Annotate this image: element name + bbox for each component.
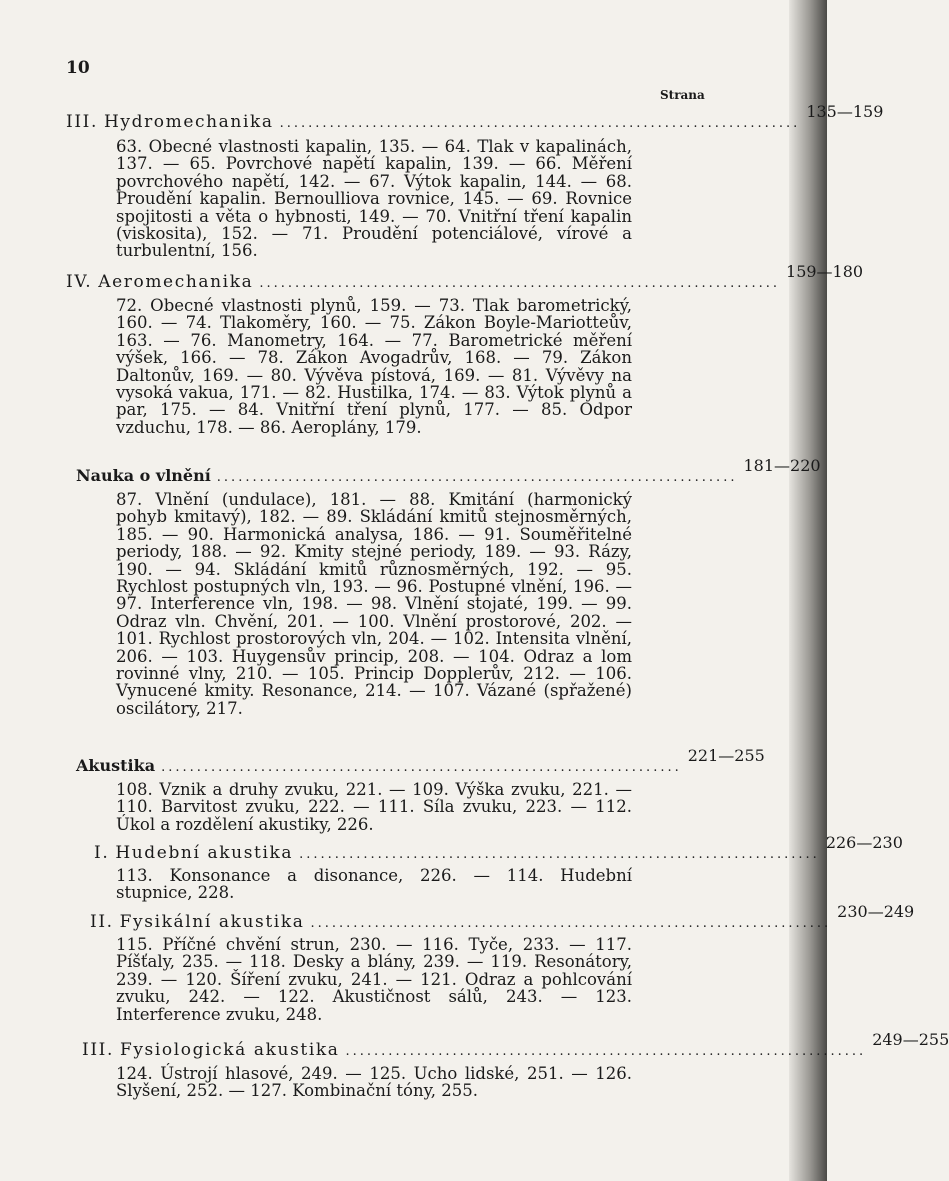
page-column-label: Strana <box>660 88 705 102</box>
toc-entry-title: IV. Aeromechanika <box>66 272 254 292</box>
toc-entry-page-range: 221—255 <box>687 746 765 765</box>
page-number: 10 <box>66 58 90 78</box>
toc-leader-dots: ......................................................................... <box>299 847 820 862</box>
toc-entry-roman: II. <box>90 912 114 932</box>
toc-entry-page-range: 226—230 <box>825 833 903 852</box>
toc-entry-page-range: 135—159 <box>806 102 884 121</box>
toc-entry-fysikalni-akustika[interactable] <box>90 902 915 932</box>
toc-entry-subsections: 108. Vznik a druhy zvuku, 221. — 109. Výška zvuku, 221. — 110. Barvitost zvuku, 222. — 111. Síla zvuku, 223. — 112. Úkol a rozdělení akustiky, 226. <box>116 780 632 834</box>
toc-entry-akustika[interactable] <box>76 746 765 775</box>
toc-entry-title: III. Hydromechanika <box>66 112 274 132</box>
toc-leader-dots: ......................................................................... <box>161 760 682 775</box>
toc-leader-dots: ......................................................................... <box>310 916 832 931</box>
toc-entry-page-range: 181—220 <box>743 456 821 475</box>
toc-entry-subsections: 115. Příčné chvění strun, 230. — 116. Tyče, 233. — 117. Píšťaly, 235. — 118. Desky a blány, 239. — 119. Resonátory, 239. — 120. Šíření zvuku, 241. — 121. Odraz a pohlcování zvuku, 242. — 122. Akustičnost sálů, 243. — 123. Interference zvuku, 248. <box>116 935 632 1024</box>
toc-entry-title: II. Fysikální akustika <box>90 912 305 932</box>
toc-leader-dots: ......................................................................... <box>279 116 801 131</box>
toc-entry-subsections: 113. Konsonance a disonance, 226. — 114. Hudební stupnice, 228. <box>116 866 632 903</box>
toc-entry-fysiologicka-akustika[interactable] <box>82 1030 949 1060</box>
toc-entry-hydromechanika[interactable] <box>66 102 884 132</box>
toc-entry-subsections: 87. Vlnění (undulace), 181. — 88. Kmitání (harmonický pohyb kmitavý), 182. — 89. Skládání kmitů stejnosměrných, 185. — 90. Harmonická analysa, 186. — 91. Souměřitelné periody, 188. — 92. Kmity stejné periody, 189. — 93. Rázy, 190. — 94. Skládání kmitů různosměrných, 192. — 95. Rychlost postupných vln, 193. — 96. Postupné vlnění, 196. — 97. Interference vln, 198. — 98. Vlnění stojaté, 199. — 99. Odraz vln. Chvění, 201. — 100. Vlnění prostorové, 202. — 101. Rychlost prostorových vln, 204. — 102. Intensita vlnění, 206. — 103. Huygensův princip, 208. — 104. Odraz a lom rovinné vlny, 210. — 105. Princip Dopplerův, 212. — 106. Vynucené kmity. Resonance, 214. — 107. Vázané (spřažené) oscilátory, 217. <box>116 490 632 718</box>
toc-entry-subsections: 63. Obecné vlastnosti kapalin, 135. — 64. Tlak v kapalinách, 137. — 65. Povrchové napětí kapalin, 139. — 66. Měření povrchového napětí, 142. — 67. Výtok kapalin, 144. — 68. Proudění kapalin. Bernoulliova rovnice, 145. — 69. Rovnice spojitosti a věta o hybnosti, 149. — 70. Vnitřní tření kapalin (viskosita), 152. — 71. Proudění potenciálové, vírové a turbulentní, 156. <box>116 137 632 261</box>
toc-entry-subsections: 72. Obecné vlastnosti plynů, 159. — 73. Tlak barometrický, 160. — 74. Tlakoměry, 160. — 75. Zákon Boyle-Mariotteův, 163. — 76. Manometry, 164. — 77. Barometrické měření výšek, 166. — 78. Zákon Avogadrův, 168. — 79. Zákon Daltonův, 169. — 80. Vývěva pístová, 169. — 81. Vývěvy na vysoká vakua, 171. — 82. Hustilka, 174. — 83. Výtok plynů a par, 175. — 84. Vnitřní tření plynů, 177. — 85. Odpor vzduchu, 178. — 86. Aeroplány, 179. <box>116 296 632 437</box>
toc-entry-roman: III. <box>82 1040 114 1060</box>
toc-leader-dots: ......................................................................... <box>345 1044 867 1059</box>
toc-entry-page-range: 249—255 <box>872 1030 949 1049</box>
toc-entry-title: I. Hudební akustika <box>94 843 294 863</box>
toc-entry-title: Akustika <box>76 756 156 775</box>
toc-entry-aeromechanika[interactable] <box>66 262 864 292</box>
toc-leader-dots: ......................................................................... <box>259 276 781 291</box>
toc-entry-page-range: 159—180 <box>786 262 864 281</box>
toc-leader-dots: ......................................................................... <box>216 470 738 485</box>
toc-entry-roman: IV. <box>66 272 93 292</box>
toc-entry-roman: III. <box>66 112 98 132</box>
toc-entry-nauka-o-vlneni[interactable] <box>76 456 821 485</box>
toc-entry-subsections: 124. Ústrojí hlasové, 249. — 125. Ucho lidské, 251. — 126. Slyšení, 252. — 127. Kombinační tóny, 255. <box>116 1064 632 1101</box>
toc-entry-page-range: 230—249 <box>837 902 915 921</box>
toc-entry-title: Nauka o vlnění <box>76 466 211 485</box>
toc-entry-roman: I. <box>94 843 110 863</box>
toc-entry-hudebni-akustika[interactable] <box>94 833 903 863</box>
page-edge-shadow <box>789 0 827 1181</box>
toc-entry-title: III. Fysiologická akustika <box>82 1040 340 1060</box>
